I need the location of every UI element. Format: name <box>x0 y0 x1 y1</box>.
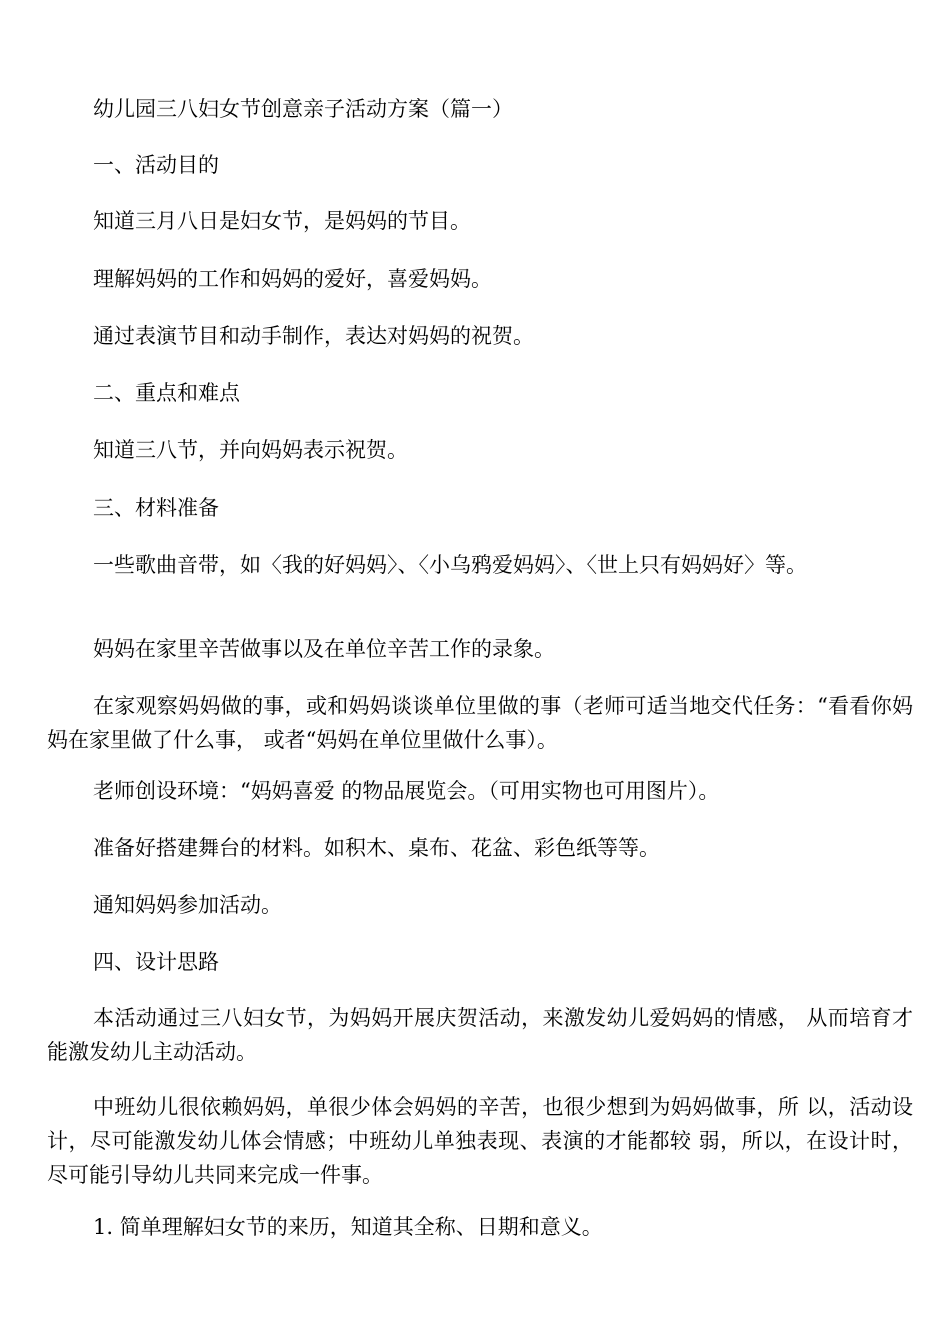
section-heading: 一、活动目的 <box>93 153 219 177</box>
paragraph: 老师创设环境：“妈妈喜爱 的物品展览会。（可用实物也可用图片）。 <box>93 779 720 803</box>
paragraph: 中班幼儿很依赖妈妈，单很少体会妈妈的辛苦，也很少想到为妈妈做事，所 以，活动设计，尽可能激发幼儿体会情感；中班幼儿单独表现、表演的才能都较 弱，所以，在设计时，尽可能引导幼儿共同来完成一件事。 <box>47 1095 913 1187</box>
section-heading: 三、材料准备 <box>93 496 219 520</box>
paragraph: 知道三八节，并向妈妈表示祝贺。 <box>93 438 408 462</box>
paragraph: 知道三月八日是妇女节，是妈妈的节目。 <box>93 209 471 233</box>
paragraph: 理解妈妈的工作和妈妈的爱好，喜爱妈妈。 <box>93 267 492 291</box>
paragraph: 通过表演节目和动手制作，表达对妈妈的祝贺。 <box>93 324 534 348</box>
document-title: 幼儿园三八妇女节创意亲子活动方案（篇一） <box>93 97 513 121</box>
paragraph: 一些歌曲音带，如〈我的好妈妈〉、〈小乌鸦爱妈妈〉、〈世上只有妈妈好〉等。 <box>93 553 807 577</box>
list-item: 1. 简单理解妇女节的来历，知道其全称、日期和意义。 <box>93 1215 603 1239</box>
paragraph: 准备好搭建舞台的材料。如积木、桌布、花盆、彩色纸等等。 <box>93 836 660 860</box>
section-heading: 四、设计思路 <box>93 950 219 974</box>
paragraph: 本活动通过三八妇女节，为妈妈开展庆贺活动，来激发幼儿爱妈妈的情感， 从而培育才能激发幼儿主动活动。 <box>47 1006 913 1064</box>
paragraph: 通知妈妈参加活动。 <box>93 893 282 917</box>
paragraph: 在家观察妈妈做的事，或和妈妈谈谈单位里做的事（老师可适当地交代任务：“看看你妈妈在家里做了什么事， 或者“妈妈在单位里做什么事）。 <box>47 694 913 752</box>
paragraph: 妈妈在家里辛苦做事以及在单位辛苦工作的录象。 <box>93 637 555 661</box>
section-heading: 二、重点和难点 <box>93 381 240 405</box>
